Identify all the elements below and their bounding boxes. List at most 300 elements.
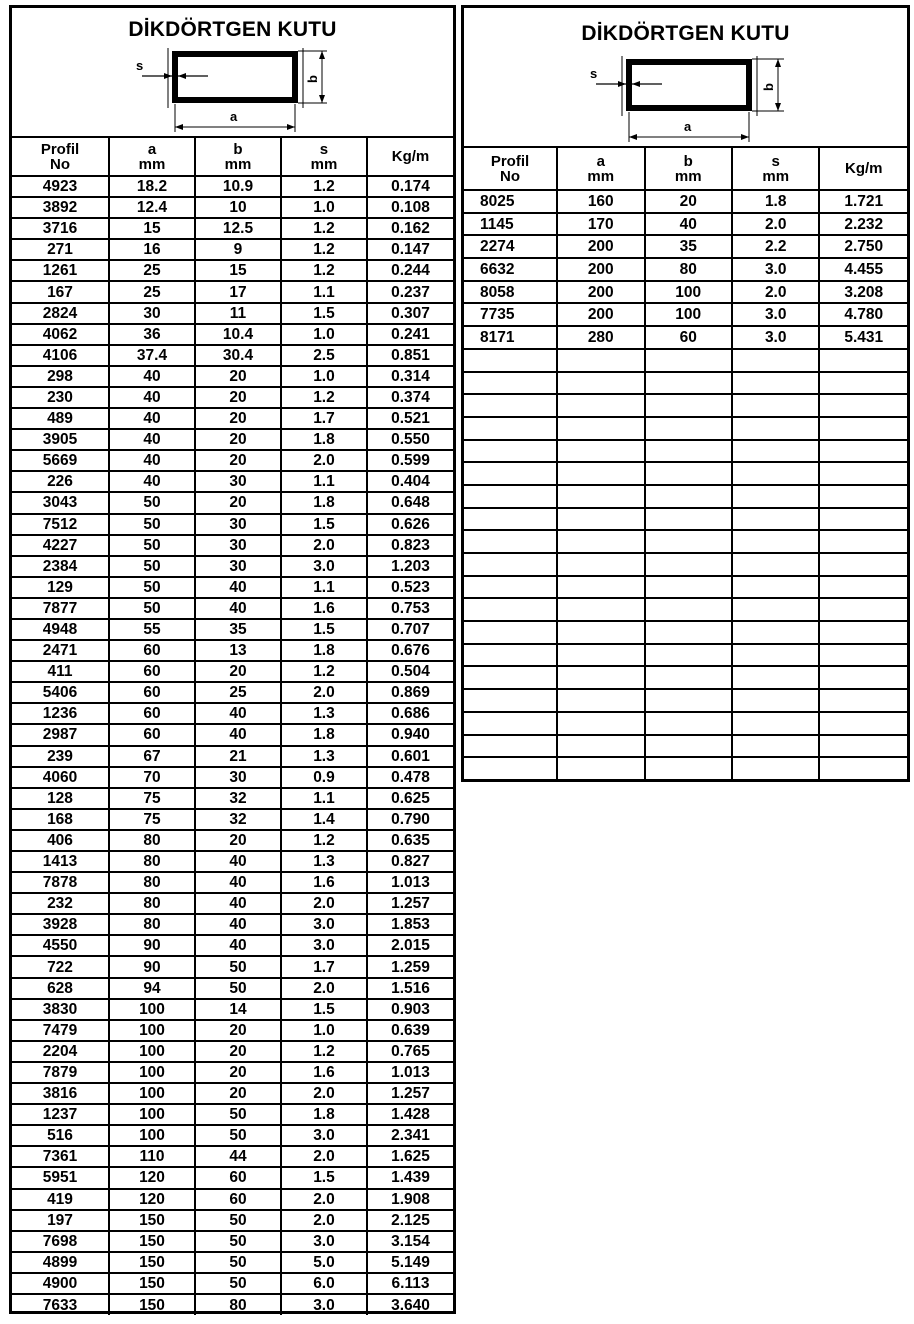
cell-profil-no: 7479 [12,1020,109,1041]
cell-kg-m: 0.639 [367,1020,453,1041]
cell-kg-m: 0.676 [367,640,453,661]
right-profile-table [464,148,907,780]
cell-b: 10.9 [195,176,281,197]
cell-profil-no: 5669 [12,450,109,471]
cell-a: 200 [557,258,644,281]
empty-cell [819,576,907,599]
cell-b: 20 [195,1062,281,1083]
table-row [12,450,453,471]
table-row [12,1146,453,1167]
cell-kg-m: 0.478 [367,767,453,788]
empty-cell [732,735,819,758]
cell-b: 50 [195,978,281,999]
empty-cell [645,394,732,417]
cell-b: 50 [195,1125,281,1146]
cell-a: 100 [109,1041,195,1062]
cell-b: 50 [195,1252,281,1273]
empty-cell [557,440,644,463]
table-row [12,851,453,872]
cell-profil-no: 8171 [464,326,557,349]
cell-profil-no: 7361 [12,1146,109,1167]
empty-cell [557,712,644,735]
cell-profil-no: 4900 [12,1273,109,1294]
cell-profil-no: 2204 [12,1041,109,1062]
table-row [12,197,453,218]
cell-a: 40 [109,450,195,471]
cell-s: 1.7 [281,956,367,977]
cell-s: 1.6 [281,598,367,619]
empty-cell [464,485,557,508]
empty-cell [464,462,557,485]
cell-a: 90 [109,956,195,977]
table-row [12,281,453,302]
cell-a: 50 [109,598,195,619]
cell-a: 120 [109,1189,195,1210]
cell-b: 20 [645,190,732,213]
cell-profil-no: 3892 [12,197,109,218]
cell-profil-no: 419 [12,1189,109,1210]
cell-a: 12.4 [109,197,195,218]
empty-cell [732,417,819,440]
cell-a: 40 [109,387,195,408]
empty-cell [732,689,819,712]
cell-b: 30 [195,767,281,788]
table-row [12,956,453,977]
cell-a: 60 [109,724,195,745]
cell-a: 37.4 [109,345,195,366]
diagram-label-b: b [761,83,776,91]
empty-table-row [464,372,907,395]
cell-kg-m: 0.869 [367,682,453,703]
cell-profil-no: 2274 [464,235,557,258]
column-header-kg-m: Kg/m [367,138,453,176]
cell-profil-no: 197 [12,1210,109,1231]
cell-profil-no: 168 [12,809,109,830]
cell-s: 1.4 [281,809,367,830]
cell-a: 200 [557,281,644,304]
cell-a: 80 [109,851,195,872]
empty-cell [645,485,732,508]
cell-kg-m: 1.257 [367,1083,453,1104]
empty-cell [645,462,732,485]
cell-profil-no: 7878 [12,872,109,893]
cell-s: 2.0 [281,1083,367,1104]
empty-cell [557,553,644,576]
cell-b: 20 [195,366,281,387]
cell-s: 1.0 [281,324,367,345]
cell-a: 50 [109,556,195,577]
cell-b: 80 [195,1294,281,1315]
cell-kg-m: 0.626 [367,514,453,535]
cell-s: 1.1 [281,577,367,598]
right-table-header-block [464,8,907,148]
left-profile-table [12,138,453,1315]
empty-cell [464,508,557,531]
empty-table-row [464,689,907,712]
table-row [12,260,453,281]
cell-kg-m: 1.625 [367,1146,453,1167]
cell-s: 1.8 [281,1104,367,1125]
cell-b: 12.5 [195,218,281,239]
table-row [12,429,453,450]
empty-cell [819,621,907,644]
empty-cell [464,598,557,621]
cell-s: 3.0 [281,914,367,935]
cell-a: 150 [109,1294,195,1315]
cell-a: 150 [109,1231,195,1252]
table-row [12,893,453,914]
cell-kg-m: 4.780 [819,303,907,326]
empty-cell [557,735,644,758]
right-table-title: DİKDÖRTGEN KUTU [581,22,790,45]
cell-a: 40 [109,408,195,429]
cell-s: 2.0 [281,1146,367,1167]
cell-s: 1.5 [281,514,367,535]
table-row [12,514,453,535]
column-header-s: s mm [281,138,367,176]
cell-s: 2.0 [281,893,367,914]
cell-profil-no: 7735 [464,303,557,326]
table-row [12,661,453,682]
column-header-a: a mm [557,148,644,190]
cell-a: 60 [109,640,195,661]
cell-b: 30.4 [195,345,281,366]
table-row [12,408,453,429]
cell-s: 1.8 [281,724,367,745]
cell-s: 2.0 [281,978,367,999]
cell-a: 40 [109,471,195,492]
empty-cell [645,689,732,712]
cell-b: 20 [195,429,281,450]
empty-table-row [464,485,907,508]
empty-cell [464,644,557,667]
cell-s: 3.0 [281,1125,367,1146]
empty-cell [819,530,907,553]
empty-cell [557,598,644,621]
cell-b: 30 [195,514,281,535]
empty-cell [732,372,819,395]
cell-s: 1.5 [281,303,367,324]
cell-s: 1.1 [281,788,367,809]
table-row [464,190,907,213]
cell-kg-m: 3.208 [819,281,907,304]
cell-s: 2.0 [732,281,819,304]
cell-s: 2.0 [732,213,819,236]
cell-kg-m: 1.516 [367,978,453,999]
empty-cell [819,735,907,758]
empty-cell [464,417,557,440]
cell-s: 1.3 [281,703,367,724]
table-row [12,1062,453,1083]
column-header-a: a mm [109,138,195,176]
cell-a: 60 [109,703,195,724]
cell-profil-no: 230 [12,387,109,408]
empty-table-row [464,417,907,440]
cell-a: 170 [557,213,644,236]
cell-s: 1.0 [281,366,367,387]
rectangular-box-profile-diagram [122,46,332,132]
cell-a: 80 [109,893,195,914]
column-header-profil-no: Profil No [464,148,557,190]
cell-profil-no: 8025 [464,190,557,213]
cell-b: 20 [195,1041,281,1062]
cell-s: 6.0 [281,1273,367,1294]
cell-kg-m: 0.648 [367,492,453,513]
cell-profil-no: 7877 [12,598,109,619]
cell-b: 40 [195,724,281,745]
cell-a: 100 [109,1125,195,1146]
diagram-label-b: b [305,75,320,83]
empty-table-row [464,530,907,553]
cell-kg-m: 2.015 [367,935,453,956]
empty-cell [557,757,644,780]
table-row [12,556,453,577]
cell-a: 50 [109,577,195,598]
cell-b: 40 [195,598,281,619]
table-row [12,830,453,851]
cell-a: 200 [557,303,644,326]
cell-s: 1.2 [281,387,367,408]
empty-cell [732,440,819,463]
cell-kg-m: 4.455 [819,258,907,281]
cell-profil-no: 2987 [12,724,109,745]
cell-s: 2.0 [281,1210,367,1231]
cell-profil-no: 128 [12,788,109,809]
cell-profil-no: 516 [12,1125,109,1146]
diagram-label-s: s [590,66,598,81]
cell-profil-no: 1261 [12,260,109,281]
cell-kg-m: 0.174 [367,176,453,197]
cell-kg-m: 0.707 [367,619,453,640]
empty-cell [732,621,819,644]
cell-b: 20 [195,1083,281,1104]
cell-kg-m: 2.341 [367,1125,453,1146]
cell-s: 1.2 [281,239,367,260]
cell-profil-no: 4550 [12,935,109,956]
empty-cell [732,508,819,531]
cell-a: 100 [109,1020,195,1041]
cell-s: 2.0 [281,450,367,471]
cell-kg-m: 0.686 [367,703,453,724]
cell-s: 1.6 [281,1062,367,1083]
left-table-panel [9,5,456,1314]
cell-b: 32 [195,788,281,809]
empty-cell [732,576,819,599]
cell-kg-m: 0.237 [367,281,453,302]
empty-cell [819,712,907,735]
table-row [12,767,453,788]
empty-cell [819,689,907,712]
empty-table-row [464,712,907,735]
cell-kg-m: 0.903 [367,999,453,1020]
cell-a: 60 [109,682,195,703]
cell-b: 30 [195,556,281,577]
cell-profil-no: 3816 [12,1083,109,1104]
cell-s: 0.9 [281,767,367,788]
empty-cell [645,349,732,372]
rectangular-box-profile-diagram [574,52,789,142]
table-row [464,281,907,304]
table-row [12,1231,453,1252]
cell-a: 50 [109,535,195,556]
cell-kg-m: 0.162 [367,218,453,239]
empty-cell [557,644,644,667]
empty-cell [819,598,907,621]
cell-b: 60 [195,1189,281,1210]
table-row [12,366,453,387]
cell-profil-no: 4899 [12,1252,109,1273]
cell-b: 80 [645,258,732,281]
cell-s: 1.5 [281,999,367,1020]
cell-b: 30 [195,471,281,492]
empty-cell [819,349,907,372]
empty-cell [732,462,819,485]
empty-cell [557,485,644,508]
empty-cell [557,621,644,644]
empty-table-row [464,666,907,689]
cell-s: 1.8 [281,429,367,450]
cell-b: 50 [195,1273,281,1294]
cell-b: 20 [195,492,281,513]
cell-s: 1.6 [281,872,367,893]
cell-b: 10 [195,197,281,218]
empty-cell [732,598,819,621]
cell-b: 40 [645,213,732,236]
cell-profil-no: 3043 [12,492,109,513]
empty-cell [819,394,907,417]
empty-cell [645,621,732,644]
empty-cell [464,712,557,735]
empty-cell [732,712,819,735]
cell-kg-m: 3.154 [367,1231,453,1252]
cell-profil-no: 7512 [12,514,109,535]
empty-cell [819,462,907,485]
cell-profil-no: 722 [12,956,109,977]
cell-kg-m: 2.125 [367,1210,453,1231]
table-row [12,914,453,935]
table-row [12,619,453,640]
cell-kg-m: 1.721 [819,190,907,213]
diagram-label-a: a [230,109,238,124]
cell-a: 36 [109,324,195,345]
left-table-header-block [12,8,453,138]
empty-cell [645,666,732,689]
cell-b: 100 [645,281,732,304]
cell-b: 50 [195,1104,281,1125]
empty-cell [557,372,644,395]
cell-s: 1.8 [281,492,367,513]
cell-profil-no: 2824 [12,303,109,324]
cell-kg-m: 1.439 [367,1167,453,1188]
cell-a: 120 [109,1167,195,1188]
cell-kg-m: 0.753 [367,598,453,619]
cell-s: 2.5 [281,345,367,366]
cell-kg-m: 2.750 [819,235,907,258]
empty-cell [732,485,819,508]
cell-profil-no: 2471 [12,640,109,661]
left-table-body [12,176,453,1315]
cell-a: 150 [109,1273,195,1294]
cell-profil-no: 411 [12,661,109,682]
cell-kg-m: 1.257 [367,893,453,914]
cell-a: 150 [109,1252,195,1273]
table-row [12,1294,453,1315]
table-row [12,724,453,745]
empty-table-row [464,621,907,644]
empty-cell [645,372,732,395]
empty-table-row [464,349,907,372]
left-table-title: DİKDÖRTGEN KUTU [128,18,337,41]
empty-cell [732,530,819,553]
empty-cell [732,553,819,576]
cell-profil-no: 4060 [12,767,109,788]
table-row [12,1210,453,1231]
cell-kg-m: 0.601 [367,746,453,767]
table-row [12,176,453,197]
empty-cell [645,735,732,758]
table-row [12,218,453,239]
table-row [12,598,453,619]
empty-cell [645,530,732,553]
empty-cell [464,372,557,395]
empty-table-row [464,576,907,599]
cell-a: 150 [109,1210,195,1231]
empty-table-row [464,735,907,758]
cell-a: 50 [109,514,195,535]
cell-s: 1.2 [281,218,367,239]
cell-s: 3.0 [281,556,367,577]
empty-cell [819,440,907,463]
cell-a: 30 [109,303,195,324]
cell-a: 50 [109,492,195,513]
cell-profil-no: 298 [12,366,109,387]
column-header-b: b mm [645,148,732,190]
cell-kg-m: 0.625 [367,788,453,809]
cell-kg-m: 1.259 [367,956,453,977]
cell-b: 15 [195,260,281,281]
cell-profil-no: 3830 [12,999,109,1020]
cell-a: 25 [109,281,195,302]
table-row [12,1125,453,1146]
cell-kg-m: 5.149 [367,1252,453,1273]
cell-profil-no: 7879 [12,1062,109,1083]
table-row [464,326,907,349]
cell-s: 1.2 [281,1041,367,1062]
table-row [12,1020,453,1041]
cell-kg-m: 1.428 [367,1104,453,1125]
empty-cell [464,349,557,372]
cell-a: 100 [109,1062,195,1083]
table-row [464,303,907,326]
cell-s: 1.1 [281,471,367,492]
table-row [12,1083,453,1104]
cell-b: 50 [195,1231,281,1252]
empty-table-row [464,394,907,417]
cell-profil-no: 3716 [12,218,109,239]
cell-b: 40 [195,872,281,893]
cell-b: 50 [195,956,281,977]
table-row [12,872,453,893]
empty-cell [819,417,907,440]
cell-b: 13 [195,640,281,661]
table-row [12,703,453,724]
cell-kg-m: 0.404 [367,471,453,492]
empty-cell [557,689,644,712]
cell-profil-no: 167 [12,281,109,302]
cell-s: 1.8 [732,190,819,213]
cell-s: 2.2 [732,235,819,258]
cell-profil-no: 1413 [12,851,109,872]
